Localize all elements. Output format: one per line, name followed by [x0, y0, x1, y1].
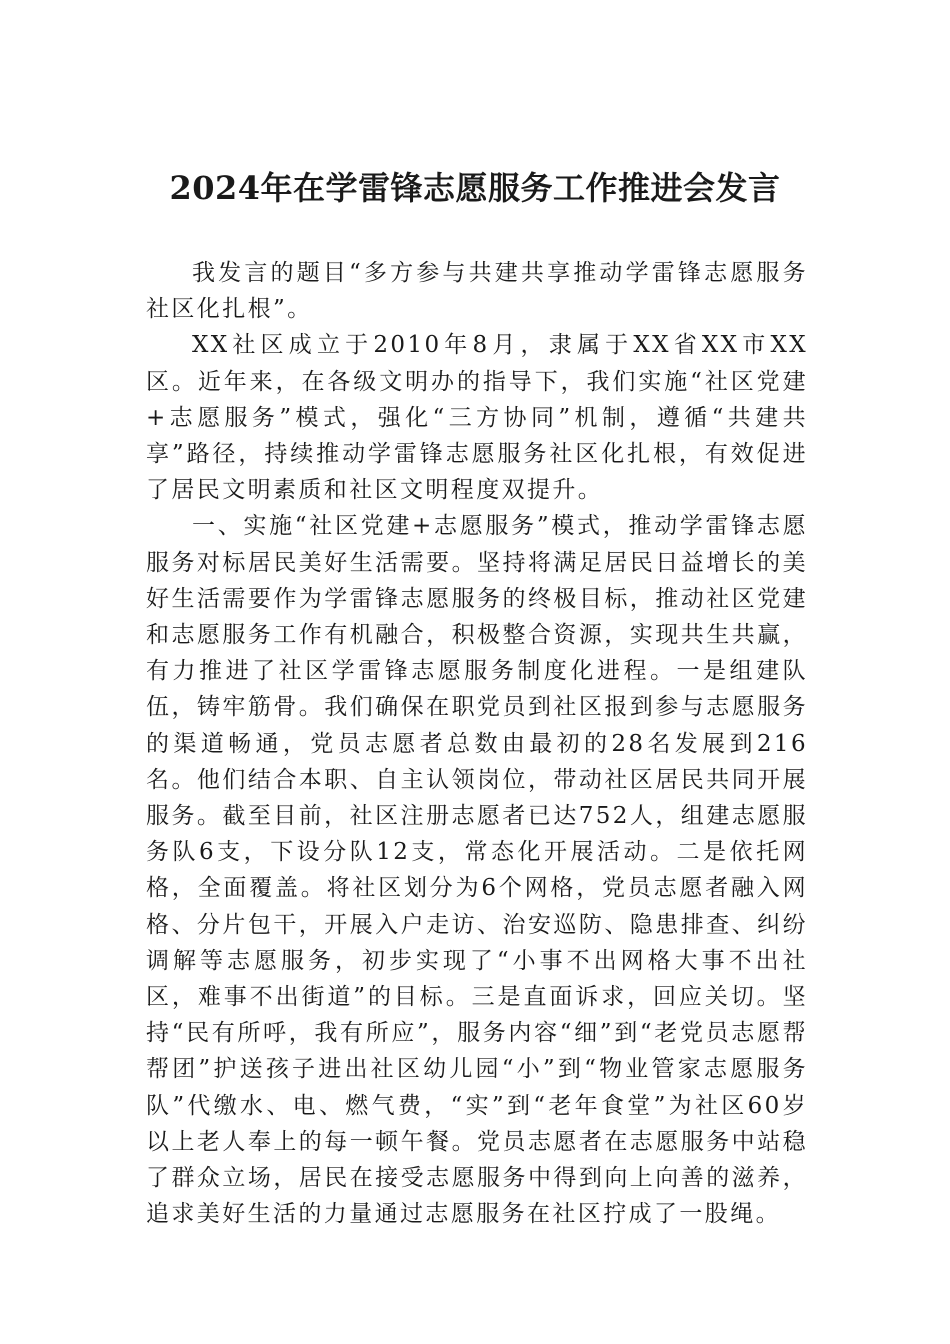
paragraph-community-intro: XX社区成立于2010年8月，隶属于XX省XX市XX区。近年来，在各级文明办的指导下，我们实施“社区党建+志愿服务”模式，强化“三方协同”机制，遵循“共建共享”路径，持续推动学雷锋志愿服务社区化扎根，有效促进了居民文明素质和社区文明程度双提升。 [146, 332, 808, 504]
document-body [146, 255, 808, 1232]
paragraph-topic: 我发言的题目“多方参与共建共享推动学雷锋志愿服务社区化扎根”。 [146, 260, 808, 323]
paragraph-section-one: 一、实施“社区党建+志愿服务”模式，推动学雷锋志愿服务对标居民美好生活需要。坚持将满足居民日益增长的美好生活需要作为学雷锋志愿服务的终极目标，推动社区党建和志愿服务工作有机融合，积极整合资源，实现共生共赢，有力推进了社区学雷锋志愿服务制度化进程。一是组建队伍，铸牢筋骨。我们确保在职党员到社区报到参与志愿服务的渠道畅通，党员志愿者总数由最初的28名发展到216名。他们结合本职、自主认领岗位，带动社区居民共同开展服务。截至目前，社区注册志愿者已达752人，组建志愿服务队6支，下设分队12支，常态化开展活动。二是依托网格，全面覆盖。将社区划分为6个网格，党员志愿者融入网格、分片包干，开展入户走访、治安巡防、隐患排查、纠纷调解等志愿服务，初步实现了“小事不出网格大事不出社区，难事不出街道”的目标。三是直面诉求，回应关切。坚持“民有所呼，我有所应”，服务内容“细”到“老党员志愿帮帮团”护送孩子进出社区幼儿园“小”到“物业管家志愿服务队”代缴水、电、燃气费，“实”到“老年食堂”为社区60岁以上老人奉上的每一顿午餐。党员志愿者在志愿服务中站稳了群众立场，居民在接受志愿服务中得到向上向善的滋养，追求美好生活的力量通过志愿服务在社区拧成了一股绳。 [146, 513, 808, 1228]
document-title: 2024年在学雷锋志愿服务工作推进会发言 [169, 169, 781, 207]
